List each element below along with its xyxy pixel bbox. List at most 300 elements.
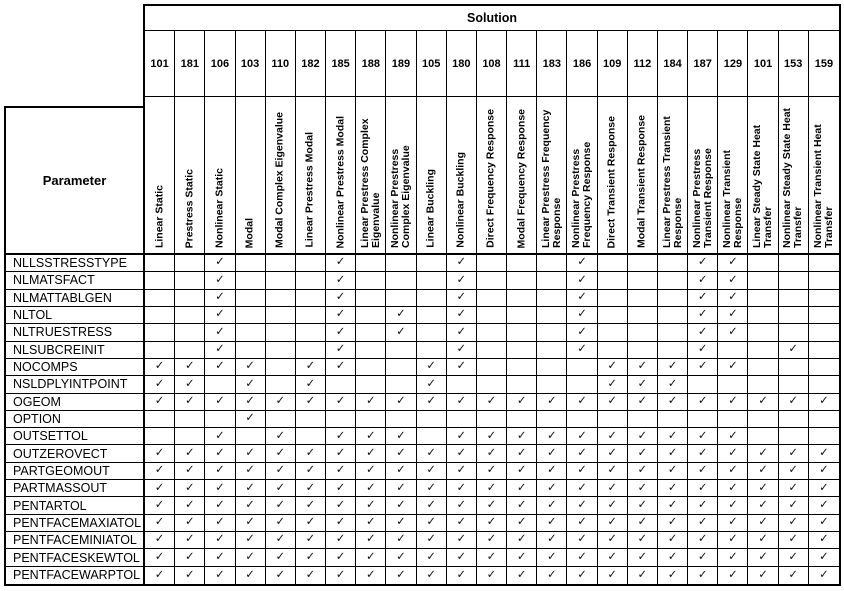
check-cell [417,445,447,461]
check-icon: ✓ [637,481,648,494]
check-cell [266,567,296,584]
check-icon: ✓ [547,464,557,477]
check-cell [718,428,748,444]
empty-cell [628,272,658,288]
empty-cell [417,255,447,271]
check-icon: ✓ [697,325,708,338]
check-cell [145,463,175,479]
check-cell [205,532,235,548]
check-cell [447,497,477,513]
check-cell [718,359,748,375]
empty-cell [537,290,567,306]
empty-cell [779,411,809,427]
check-icon: ✓ [365,550,376,563]
solution-name-cell [477,97,507,253]
check-cell [266,428,296,444]
check-cell [356,394,386,410]
check-icon: ✓ [456,498,467,511]
empty-cell [477,272,507,288]
check-cell [779,463,809,479]
empty-cell [477,359,507,375]
check-cell [477,515,507,531]
empty-cell [417,324,447,340]
check-icon: ✓ [728,394,738,407]
check-icon: ✓ [728,325,738,338]
empty-cell [417,307,447,323]
check-cell [779,549,809,565]
check-icon: ✓ [577,446,587,459]
check-icon: ✓ [577,291,587,304]
check-icon: ✓ [728,464,738,477]
check-cell [175,567,205,584]
empty-cell [507,290,537,306]
check-icon: ✓ [607,533,617,546]
check-cell [688,324,718,340]
check-cell [356,497,386,513]
check-cell [658,376,688,392]
check-cell [537,428,567,444]
parameter-name: NLSUBCREINIT [6,342,145,358]
empty-cell [748,255,778,271]
check-cell [417,480,447,496]
check-icon: ✓ [486,550,497,563]
check-cell [145,394,175,410]
empty-cell [477,376,507,392]
check-icon: ✓ [728,568,738,581]
check-cell [326,272,356,288]
check-icon: ✓ [365,394,376,407]
check-icon: ✓ [577,256,587,269]
check-cell [779,445,809,461]
empty-cell [175,411,205,427]
empty-cell [447,376,477,392]
check-cell [417,532,447,548]
empty-cell [628,290,658,306]
check-icon: ✓ [788,481,799,494]
check-icon: ✓ [607,498,617,511]
table-row [6,480,839,497]
check-cell [718,255,748,271]
check-icon: ✓ [456,291,467,304]
empty-cell [658,324,688,340]
check-icon: ✓ [577,273,587,286]
check-cell [477,394,507,410]
check-cell [447,445,477,461]
check-cell [779,394,809,410]
check-icon: ✓ [154,568,165,581]
parameter-name: NLTRUESTRESS [6,324,145,340]
check-cell [507,497,537,513]
check-icon: ✓ [335,325,346,338]
solution-number: 182 [296,31,326,96]
check-icon: ✓ [215,498,225,511]
check-cell [296,480,326,496]
check-cell [809,549,839,565]
check-cell [236,567,266,584]
parameter-name: NLMATSFACT [6,272,145,288]
empty-cell [688,376,718,392]
check-icon: ✓ [365,568,376,581]
solution-name-cell [266,97,296,253]
empty-cell [567,411,597,427]
check-cell [598,445,628,461]
check-cell [145,359,175,375]
check-icon: ✓ [607,550,617,563]
check-cell [537,480,567,496]
check-icon: ✓ [154,446,165,459]
check-icon: ✓ [365,446,376,459]
check-icon: ✓ [456,464,467,477]
empty-cell [779,272,809,288]
empty-cell [266,324,296,340]
empty-cell [809,411,839,427]
parameter-name: PARTGEOMOUT [6,463,145,479]
check-cell [598,532,628,548]
check-cell [175,445,205,461]
check-cell [236,359,266,375]
check-cell [356,515,386,531]
check-icon: ✓ [426,498,436,511]
check-icon: ✓ [215,394,225,407]
check-cell [718,567,748,584]
empty-cell [386,342,416,358]
solution-number: 111 [507,31,537,96]
solution-name-cell [779,97,809,253]
empty-cell [296,307,326,323]
solution-number: 108 [477,31,507,96]
check-cell [447,272,477,288]
check-cell [266,515,296,531]
check-icon: ✓ [245,412,255,425]
check-cell [809,480,839,496]
check-cell [658,549,688,565]
check-cell [477,567,507,584]
check-cell [386,567,416,584]
empty-cell [477,324,507,340]
check-icon: ✓ [426,394,436,407]
check-cell [386,549,416,565]
check-cell [809,445,839,461]
solution-name-cell [356,97,386,253]
empty-cell [477,290,507,306]
check-cell [326,324,356,340]
check-icon: ✓ [577,533,587,546]
check-icon: ✓ [697,446,708,459]
check-cell [175,549,205,565]
solution-number: 189 [386,31,416,96]
check-icon: ✓ [577,342,587,355]
check-icon: ✓ [215,273,225,286]
check-cell [658,515,688,531]
check-cell [386,394,416,410]
check-cell [809,463,839,479]
solution-name: Linear Prestress Modal [303,132,316,248]
parameter-name: PENTFACEMAXIATOL [6,515,145,531]
check-cell [145,549,175,565]
empty-cell [386,255,416,271]
check-icon: ✓ [577,464,587,477]
empty-cell [628,307,658,323]
check-icon: ✓ [516,429,527,442]
check-icon: ✓ [275,446,286,459]
check-icon: ✓ [486,568,497,581]
check-cell [779,342,809,358]
solution-number: 103 [236,31,266,96]
check-cell [477,497,507,513]
solution-name-cell [567,97,597,253]
parameter-name: NLMATTABLGEN [6,290,145,306]
check-icon: ✓ [245,446,255,459]
solution-name: Linear Static [153,184,166,248]
check-cell [175,497,205,513]
solution-number: 112 [628,31,658,96]
solution-name-cell [326,97,356,253]
check-icon: ✓ [456,273,467,286]
check-icon: ✓ [335,516,346,529]
check-cell [477,549,507,565]
check-icon: ✓ [275,429,286,442]
check-cell [356,428,386,444]
check-icon: ✓ [486,429,497,442]
check-cell [205,359,235,375]
check-cell [175,480,205,496]
solution-name: Nonlinear Prestress Modal [334,115,347,248]
check-cell [447,463,477,479]
check-icon: ✓ [426,377,436,390]
check-icon: ✓ [305,360,316,373]
check-cell [567,532,597,548]
check-icon: ✓ [396,429,406,442]
empty-cell [537,342,567,358]
empty-cell [356,359,386,375]
empty-cell [266,411,296,427]
check-icon: ✓ [215,464,225,477]
empty-cell [809,376,839,392]
empty-cell [145,428,175,444]
check-cell [537,463,567,479]
empty-cell [658,255,688,271]
check-icon: ✓ [788,394,799,407]
check-icon: ✓ [335,342,346,355]
empty-cell [598,342,628,358]
solution-name: Linear Prestress Complex Eigenvalue [358,118,382,248]
solution-number: 188 [356,31,386,96]
empty-cell [507,359,537,375]
empty-cell [477,255,507,271]
solution-header: Solution [145,6,839,31]
check-icon: ✓ [184,446,195,459]
check-icon: ✓ [305,498,316,511]
solution-number: 184 [658,31,688,96]
check-icon: ✓ [577,308,587,321]
empty-cell [386,272,416,288]
check-cell [447,567,477,584]
empty-cell [296,411,326,427]
solution-name: Nonlinear Buckling [454,152,467,248]
check-cell [236,394,266,410]
check-icon: ✓ [728,481,738,494]
check-cell [628,445,658,461]
check-icon: ✓ [396,550,406,563]
check-icon: ✓ [728,498,738,511]
check-cell [718,549,748,565]
check-cell [809,497,839,513]
check-icon: ✓ [758,516,768,529]
check-cell [718,290,748,306]
check-cell [417,394,447,410]
empty-cell [598,307,628,323]
check-icon: ✓ [577,325,587,338]
check-cell [326,515,356,531]
check-cell [477,445,507,461]
empty-cell [477,342,507,358]
check-cell [356,567,386,584]
check-cell [326,480,356,496]
check-icon: ✓ [697,481,708,494]
check-cell [507,428,537,444]
check-icon: ✓ [215,550,225,563]
empty-cell [175,272,205,288]
solution-name: Nonlinear Transient Response [720,149,744,248]
empty-cell [658,290,688,306]
check-cell [598,515,628,531]
solution-number: 106 [205,31,235,96]
check-icon: ✓ [607,446,617,459]
check-cell [447,515,477,531]
check-icon: ✓ [667,516,678,529]
check-icon: ✓ [728,516,738,529]
solution-name: Linear Prestress Transient Response [660,116,684,248]
check-cell [628,549,658,565]
check-cell [567,463,597,479]
check-cell [567,342,597,358]
empty-cell [236,290,266,306]
check-cell [447,394,477,410]
check-icon: ✓ [728,291,738,304]
check-cell [507,394,537,410]
check-icon: ✓ [456,256,467,269]
empty-cell [356,411,386,427]
empty-cell [175,428,205,444]
check-icon: ✓ [335,394,346,407]
check-icon: ✓ [516,394,527,407]
empty-cell [296,255,326,271]
empty-cell [175,255,205,271]
solution-name-cell [628,97,658,253]
check-icon: ✓ [607,394,617,407]
table-row [6,445,839,462]
check-cell [567,255,597,271]
check-icon: ✓ [667,533,678,546]
check-cell [447,290,477,306]
check-icon: ✓ [637,533,648,546]
check-cell [447,342,477,358]
check-cell [296,463,326,479]
solution-name: Modal Transient Response [635,114,648,248]
check-icon: ✓ [184,533,195,546]
table-row [6,394,839,411]
check-icon: ✓ [184,464,195,477]
check-icon: ✓ [697,342,708,355]
check-icon: ✓ [154,516,165,529]
empty-cell [417,411,447,427]
check-cell [205,480,235,496]
check-cell [779,480,809,496]
check-cell [145,480,175,496]
check-cell [598,359,628,375]
check-cell [236,463,266,479]
empty-cell [809,272,839,288]
check-icon: ✓ [215,533,225,546]
empty-cell [386,411,416,427]
empty-cell [477,411,507,427]
solution-name: Linear Prestress Frequency Response [539,109,563,248]
solution-number: 101 [145,31,175,96]
solution-name: Modal Complex Eigenvalue [273,112,286,248]
check-cell [688,497,718,513]
check-cell [718,480,748,496]
check-icon: ✓ [516,568,527,581]
check-icon: ✓ [788,533,799,546]
empty-cell [628,411,658,427]
check-cell [748,445,778,461]
solution-number: 187 [688,31,718,96]
check-icon: ✓ [215,568,225,581]
check-cell [356,480,386,496]
empty-cell [145,342,175,358]
check-icon: ✓ [788,516,799,529]
check-icon: ✓ [577,568,587,581]
empty-cell [356,324,386,340]
empty-cell [748,359,778,375]
check-icon: ✓ [697,256,708,269]
empty-cell [537,324,567,340]
check-cell [326,549,356,565]
empty-cell [748,272,778,288]
check-icon: ✓ [577,481,587,494]
check-cell [537,497,567,513]
check-icon: ✓ [215,516,225,529]
check-cell [447,532,477,548]
check-icon: ✓ [184,360,195,373]
check-cell [567,290,597,306]
check-icon: ✓ [275,533,286,546]
empty-cell [658,411,688,427]
empty-cell [537,359,567,375]
check-icon: ✓ [607,429,617,442]
parameter-name: PENTARTOL [6,497,145,513]
solution-number: 105 [417,31,447,96]
check-icon: ✓ [245,360,255,373]
check-cell [296,532,326,548]
check-icon: ✓ [365,498,376,511]
check-cell [447,255,477,271]
empty-cell [236,342,266,358]
check-cell [748,394,778,410]
check-cell [447,324,477,340]
check-icon: ✓ [154,394,165,407]
check-cell [658,480,688,496]
check-icon: ✓ [819,394,829,407]
check-icon: ✓ [396,516,406,529]
empty-cell [537,272,567,288]
check-icon: ✓ [365,516,376,529]
check-icon: ✓ [215,256,225,269]
check-icon: ✓ [637,446,648,459]
check-icon: ✓ [667,394,678,407]
check-icon: ✓ [486,446,497,459]
check-icon: ✓ [577,516,587,529]
